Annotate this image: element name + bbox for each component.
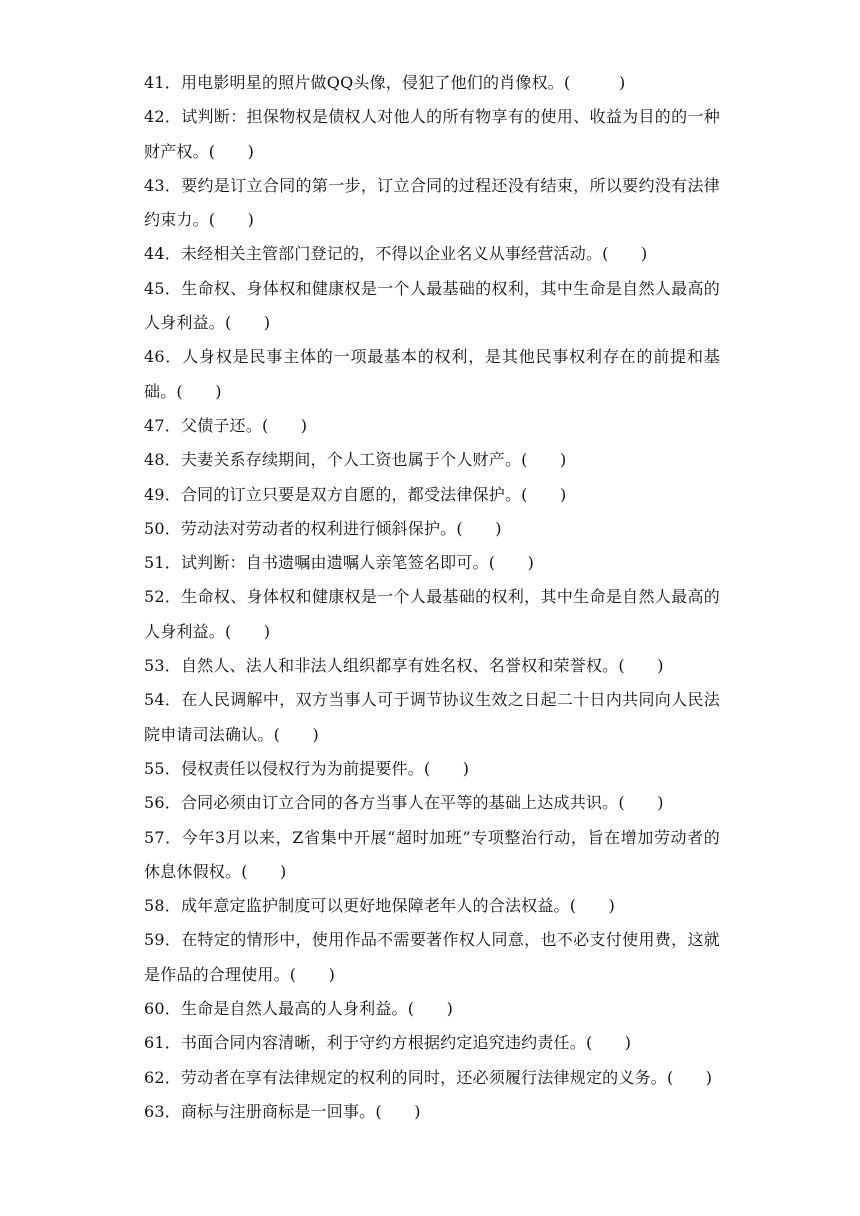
question-43: 43．要约是订立合同的第一步，订立合同的过程还没有结束，所以要约没有法律约束力。( )	[144, 175, 720, 230]
question-41: 41．用电影明星的照片做QQ头像，侵犯了他们的肖像权。( )	[144, 73, 626, 92]
question-47: 47．父债子还。( )	[144, 415, 308, 435]
question-57: 57．今年3月以来，Z省集中开展“超时加班”专项整治行动，旨在增加劳动者的休息休假权。( )	[144, 827, 720, 881]
question-61: 61．书面合同内容清晰，利于守约方根据约定追究违约责任。( )	[144, 1033, 632, 1053]
question-58: 58．成年意定监护制度可以更好地保障老年人的合法权益。( )	[144, 896, 616, 916]
question-56: 56．合同必须由订立合同的各方当事人在平等的基础上达成共识。( )	[144, 793, 664, 813]
question-53: 53．自然人、法人和非法人组织都享有姓名权、名誉权和荣誉权。( )	[144, 656, 664, 676]
question-42: 42．试判断：担保物权是债权人对他人的所有物享有的使用、收益为目的的一种财产权。( )	[144, 107, 720, 161]
question-44: 44．未经相关主管部门登记的，不得以企业名义从事经营活动。( )	[144, 244, 648, 264]
question-49: 49．合同的订立只要是双方自愿的，都受法律保护。( )	[144, 484, 567, 504]
question-52: 52．生命权、身体权和健康权是一个人最基础的权利，其中生命是自然人最高的人身利益。( )	[144, 587, 720, 641]
question-50: 50．劳动法对劳动者的权利进行倾斜保护。( )	[144, 518, 502, 538]
question-55: 55．侵权责任以侵权行为为前提要件。( )	[144, 758, 470, 778]
question-45: 45．生命权、身体权和健康权是一个人最基础的权利，其中生命是自然人最高的人身利益。( )	[144, 278, 720, 333]
question-list	[144, 66, 720, 1129]
question-60: 60．生命是自然人最高的人身利益。( )	[144, 999, 454, 1019]
question-63: 63．商标与注册商标是一回事。( )	[144, 1101, 421, 1121]
question-62: 62．劳动者在享有法律规定的权利的同时，还必须履行法律规定的义务。( )	[144, 1067, 713, 1087]
question-59: 59．在特定的情形中，使用作品不需要著作权人同意，也不必支付使用费，这就是作品的合理使用。( )	[144, 930, 720, 984]
question-54: 54．在人民调解中，双方当事人可于调节协议生效之日起二十日内共同向人民法院申请司法确认。( )	[144, 690, 720, 744]
question-46: 46．人身权是民事主体的一项最基本的权利，是其他民事权利存在的前提和基础。( )	[144, 347, 720, 401]
question-48: 48．夫妻关系存续期间，个人工资也属于个人财产。( )	[144, 450, 567, 470]
question-51: 51．试判断：自书遗嘱由遗嘱人亲笔签名即可。( )	[144, 553, 535, 573]
